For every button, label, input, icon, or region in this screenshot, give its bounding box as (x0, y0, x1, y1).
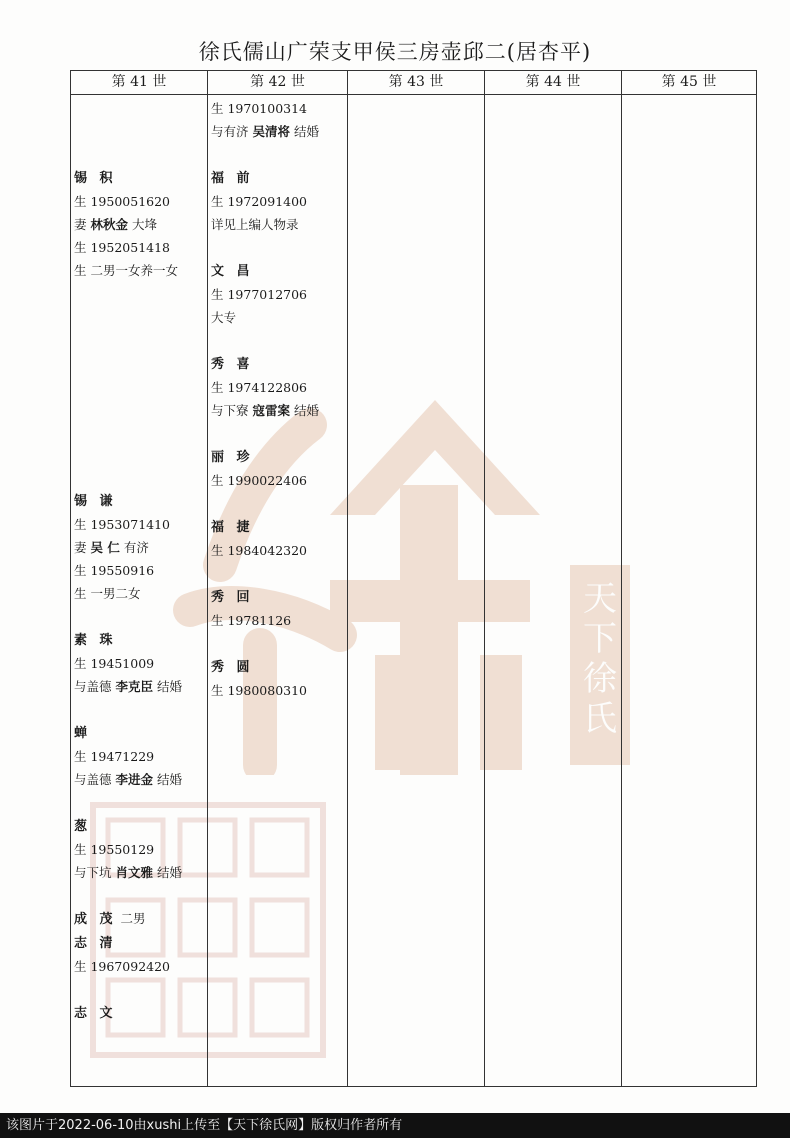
spouse-line (74, 213, 207, 236)
marriage-line (74, 675, 207, 698)
person-entry (74, 1001, 207, 1025)
person-name (74, 721, 207, 745)
spouse-line (74, 536, 207, 559)
marriage-line-suffix: 结婚 (153, 865, 182, 880)
page-title: 徐氏儒山广荣支甲侯三房壶邱二(居杏平) (198, 40, 592, 64)
person-entry (74, 628, 207, 698)
person-name-text: 志 清 (74, 936, 117, 951)
person-name-text: 文 昌 (211, 264, 254, 279)
column-gen-44 (485, 71, 622, 1086)
column-gen-42 (208, 71, 348, 1086)
spouse-line-name: 吴 仁 (90, 540, 120, 555)
upload-footer: 该图片于2022-06-10由xushi上传至【天下徐氏网】版权归作者所有 (0, 1113, 790, 1138)
info-line: 生 1970100314 (211, 101, 308, 116)
person-name-text: 葱 (74, 819, 92, 834)
column-header: 第 44 世 (485, 71, 621, 95)
person-entry (211, 445, 347, 492)
person-name (74, 628, 207, 652)
marriage-line-prefix: 与盖德 (74, 772, 116, 787)
genealogy-table (70, 70, 757, 1087)
person-entry (74, 489, 207, 605)
marriage-line-prefix: 与盖德 (74, 679, 116, 694)
person-name-text: 秀 圆 (211, 660, 254, 675)
person-name (74, 907, 207, 931)
person-entry (211, 655, 347, 702)
person-name-text: 秀 回 (211, 590, 254, 605)
person-entry (211, 352, 347, 422)
info-line: 生 1977012706 (211, 287, 308, 302)
spouse-line-prefix: 妻 (74, 217, 91, 232)
marriage-line-prefix: 与下坑 (74, 865, 116, 880)
info-line: 生 1984042320 (211, 543, 308, 558)
spouse-line-suffix: 有济 (119, 540, 149, 555)
info-line: 生 一男二女 (74, 586, 141, 601)
marriage-line (211, 399, 347, 422)
marriage-line (211, 120, 347, 143)
info-line: 生 19471229 (74, 749, 155, 764)
marriage-line-name: 肖文雅 (115, 865, 153, 880)
column-gen-45 (622, 71, 756, 1086)
person-name (74, 814, 207, 838)
person-entry (74, 166, 207, 282)
marriage-line-name: 寇雷案 (252, 403, 290, 418)
info-line: 生 19781126 (211, 613, 292, 628)
svg-text:下: 下 (583, 619, 617, 659)
column-gen-43 (348, 71, 485, 1086)
person-name (74, 931, 207, 955)
person-entry (74, 931, 207, 978)
person-name (211, 166, 347, 190)
info-line: 生 1953071410 (74, 517, 171, 532)
person-entry (74, 721, 207, 791)
person-name (211, 515, 347, 539)
person-name (74, 489, 207, 513)
person-name (211, 585, 347, 609)
svg-text:氏: 氏 (583, 699, 617, 739)
person-name-text: 福 捷 (211, 520, 254, 535)
person-name (211, 655, 347, 679)
marriage-line (74, 861, 207, 884)
info-line: 生 19550129 (74, 842, 155, 857)
column-header: 第 42 世 (208, 71, 347, 95)
info-line: 生 19550916 (74, 563, 155, 578)
person-name (74, 1001, 207, 1025)
marriage-line-name: 吴清将 (252, 124, 290, 139)
marriage-line (74, 768, 207, 791)
spouse-line-suffix: 大埄 (128, 217, 157, 232)
marriage-line-name: 李克臣 (115, 679, 153, 694)
info-line: 生 1950051620 (74, 194, 171, 209)
person-entry (74, 814, 207, 884)
person-name (211, 259, 347, 283)
marriage-line-suffix: 结婚 (153, 679, 182, 694)
person-name-text: 志 文 (74, 1006, 117, 1021)
column-header: 第 41 世 (71, 71, 207, 95)
person-name-text: 锡 积 (74, 171, 117, 186)
info-line: 生 二男一女养一女 (74, 263, 178, 278)
spouse-line-prefix: 妻 (74, 540, 91, 555)
info-line: 生 19451009 (74, 656, 155, 671)
marriage-line-prefix: 与有济 (211, 124, 253, 139)
marriage-line-suffix: 结婚 (290, 124, 319, 139)
marriage-line-suffix: 结婚 (153, 772, 182, 787)
person-entry (211, 97, 347, 143)
info-line: 详见上编人物录 (211, 217, 299, 232)
marriage-line-name: 李进金 (115, 772, 153, 787)
person-name-text: 锡 谦 (74, 494, 117, 509)
person-entry (74, 907, 207, 931)
info-line: 生 1967092420 (74, 959, 171, 974)
person-entry (211, 515, 347, 562)
spouse-line-name: 林秋金 (90, 217, 128, 232)
person-name-text: 成 茂 (74, 912, 117, 927)
person-name-text: 蝉 (74, 726, 92, 741)
marriage-line-prefix: 与下寮 (211, 403, 253, 418)
svg-text:天: 天 (583, 579, 617, 619)
person-entry (211, 166, 347, 236)
svg-text:徐: 徐 (583, 659, 617, 699)
person-name (74, 166, 207, 190)
person-name-text: 丽 珍 (211, 450, 254, 465)
column-header: 第 45 世 (622, 71, 756, 95)
person-name-text: 素 珠 (74, 633, 117, 648)
person-entry (211, 259, 347, 329)
info-line: 生 1974122806 (211, 380, 308, 395)
person-name-text: 秀 喜 (211, 357, 254, 372)
person-name-text: 福 前 (211, 171, 254, 186)
info-line: 生 1980080310 (211, 683, 308, 698)
column-gen-41 (71, 71, 208, 1086)
column-header: 第 43 世 (348, 71, 484, 95)
info-line: 生 1990022406 (211, 473, 308, 488)
person-note: 二男 (116, 911, 146, 926)
info-line: 大专 (211, 310, 237, 325)
person-name (211, 445, 347, 469)
column-body-gen-41 (71, 95, 207, 1025)
info-line: 生 1952051418 (74, 240, 171, 255)
person-entry (211, 585, 347, 632)
marriage-line-suffix: 结婚 (290, 403, 319, 418)
info-line: 生 1972091400 (211, 194, 308, 209)
person-name (211, 352, 347, 376)
column-body-gen-42 (208, 95, 347, 702)
